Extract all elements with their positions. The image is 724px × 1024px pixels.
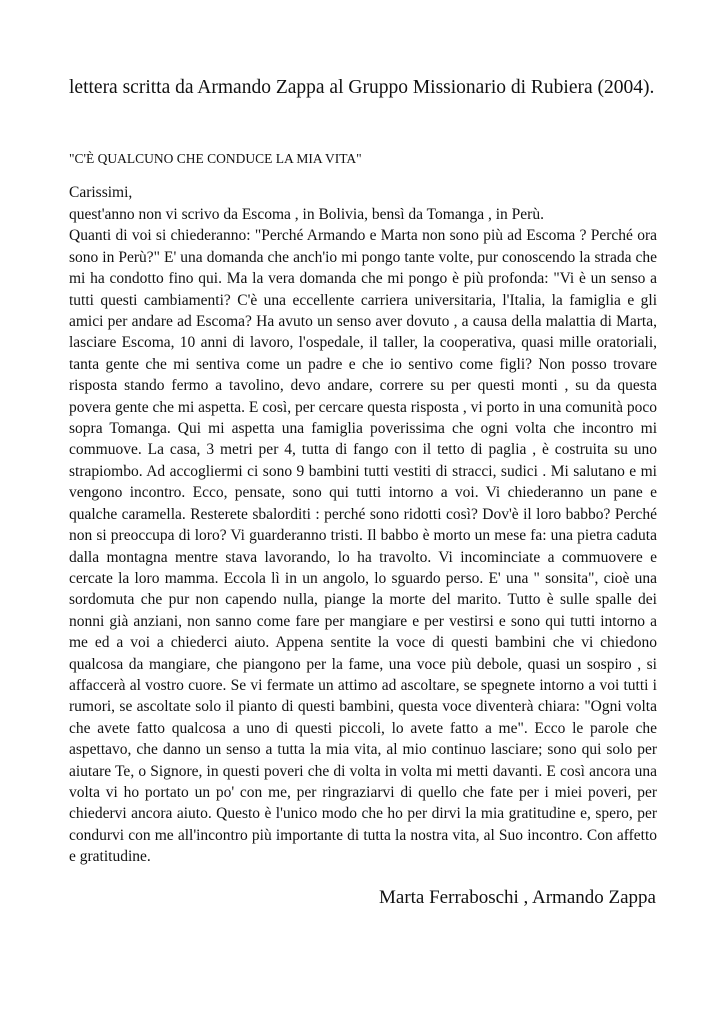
salutation: Carissimi,: [69, 184, 133, 201]
letter-subtitle: "C'È QUALCUNO CHE CONDUCE LA MIA VITA": [69, 151, 362, 166]
paragraph-main: Quanti di voi si chiederanno: "Perché Armando e Marta non sono più ad Escoma ? Perché ora sono in Perù?" E' una domanda che anch'io mi pongo tante volte, pur conoscendo la strada che mi ha condotto fino qui. Ma la vera domanda che mi pongo è più profonda: "Vi è un senso a tutti questi cambiamenti? C'è una eccellente carriera universitaria, l'Italia, la famiglia e gli amici per andare ad Escoma? Ha avuto un senso aver dovuto , a causa della malattia di Marta, lasciare Escoma, 10 anni di lavoro, l'ospedale, il taller, la cooperativa, quasi mille oratoriali, tanta gente che mi sentiva come un padre e che io sentivo come figli? Non posso trovare risposta stando fermo a tavolino, devo andare, correre su per questi monti , su da questa povera gente che mi aspetta. E così, per cercare questa risposta , vi porto in una comunità poco sopra Tomanga. Qui mi aspetta una famiglia poverissima che ogni volta che incontro mi commuove. La casa, 3 metri per 4, tutta di fango con il tetto di paglia , è costruita su uno strapiombo. Ad accogliermi ci sono 9 bambini tutti vestiti di stracci, sudici . Mi salutano e mi vengono incontro. Ecco, pensate, sono qui tutti intorno a voi. Vi chiederanno un pane e qualche caramella. Resterete sbalorditi : perché sono ridotti così? Dov'è il loro babbo? Perché non si preoccupa di loro? Vi guarderanno tristi. Il babbo è morto un mese fa: una pietra caduta dalla montagna mentre stava lavorando, lo ha travolto. Vi incominciate a commuovere e cercate la loro mamma. Eccola lì in un angolo, lo sguardo perso. E' una " sonsita", cioè una sordomuta che pur non capendo nulla, piange la morte del marito. Tutto è sulle spalle dei nonni già anziani, non sanno come fare per mangiare e per vestirsi e sono qui tutti intorno a me ed a voi a chiederci aiuto. Appena sentite la voce di questi bambini che vi chiedono qualcosa da mangiare, che piangono per la fame, una voce più debole, quasi un sospiro , si affaccerà al vostro cuore. Se vi fermate un attimo ad ascoltare, se spegnete intorno a voi tutti i rumori, se ascoltate solo il pianto di questi bambini, questa voce diventerà chiara: "Ogni volta che avete fatto qualcosa a uno di questi piccoli, lo avete fatto a me". Ecco le parole che aspettavo, che danno un senso a tutta la mia vita, al mio continuo lasciare; sono qui solo per aiutare Te, o Signore, in questi poveri che di volta in volta mi metti davanti. E così ancora una volta vi ho portato un po' con me, per ringraziarvi di quello che fate per i miei poveri, per chiedervi ancora aiuto. Questo è l'unico modo che ho per dirvi la mia gratitudine e, spero, per condurvi con me all'incontro più importante di tutta la nostra vita, al Suo incontro. Con affetto e gratitudine.: [69, 227, 657, 866]
paragraph-opening: quest'anno non vi scrivo da Escoma , in Bolivia, bensì da Tomanga , in Perù.: [69, 206, 544, 223]
document-title: lettera scritta da Armando Zappa al Gruppo Missionario di Rubiera (2004).: [69, 77, 655, 98]
letter-body: [69, 204, 657, 868]
signature: Marta Ferraboschi , Armando Zappa: [379, 887, 656, 908]
